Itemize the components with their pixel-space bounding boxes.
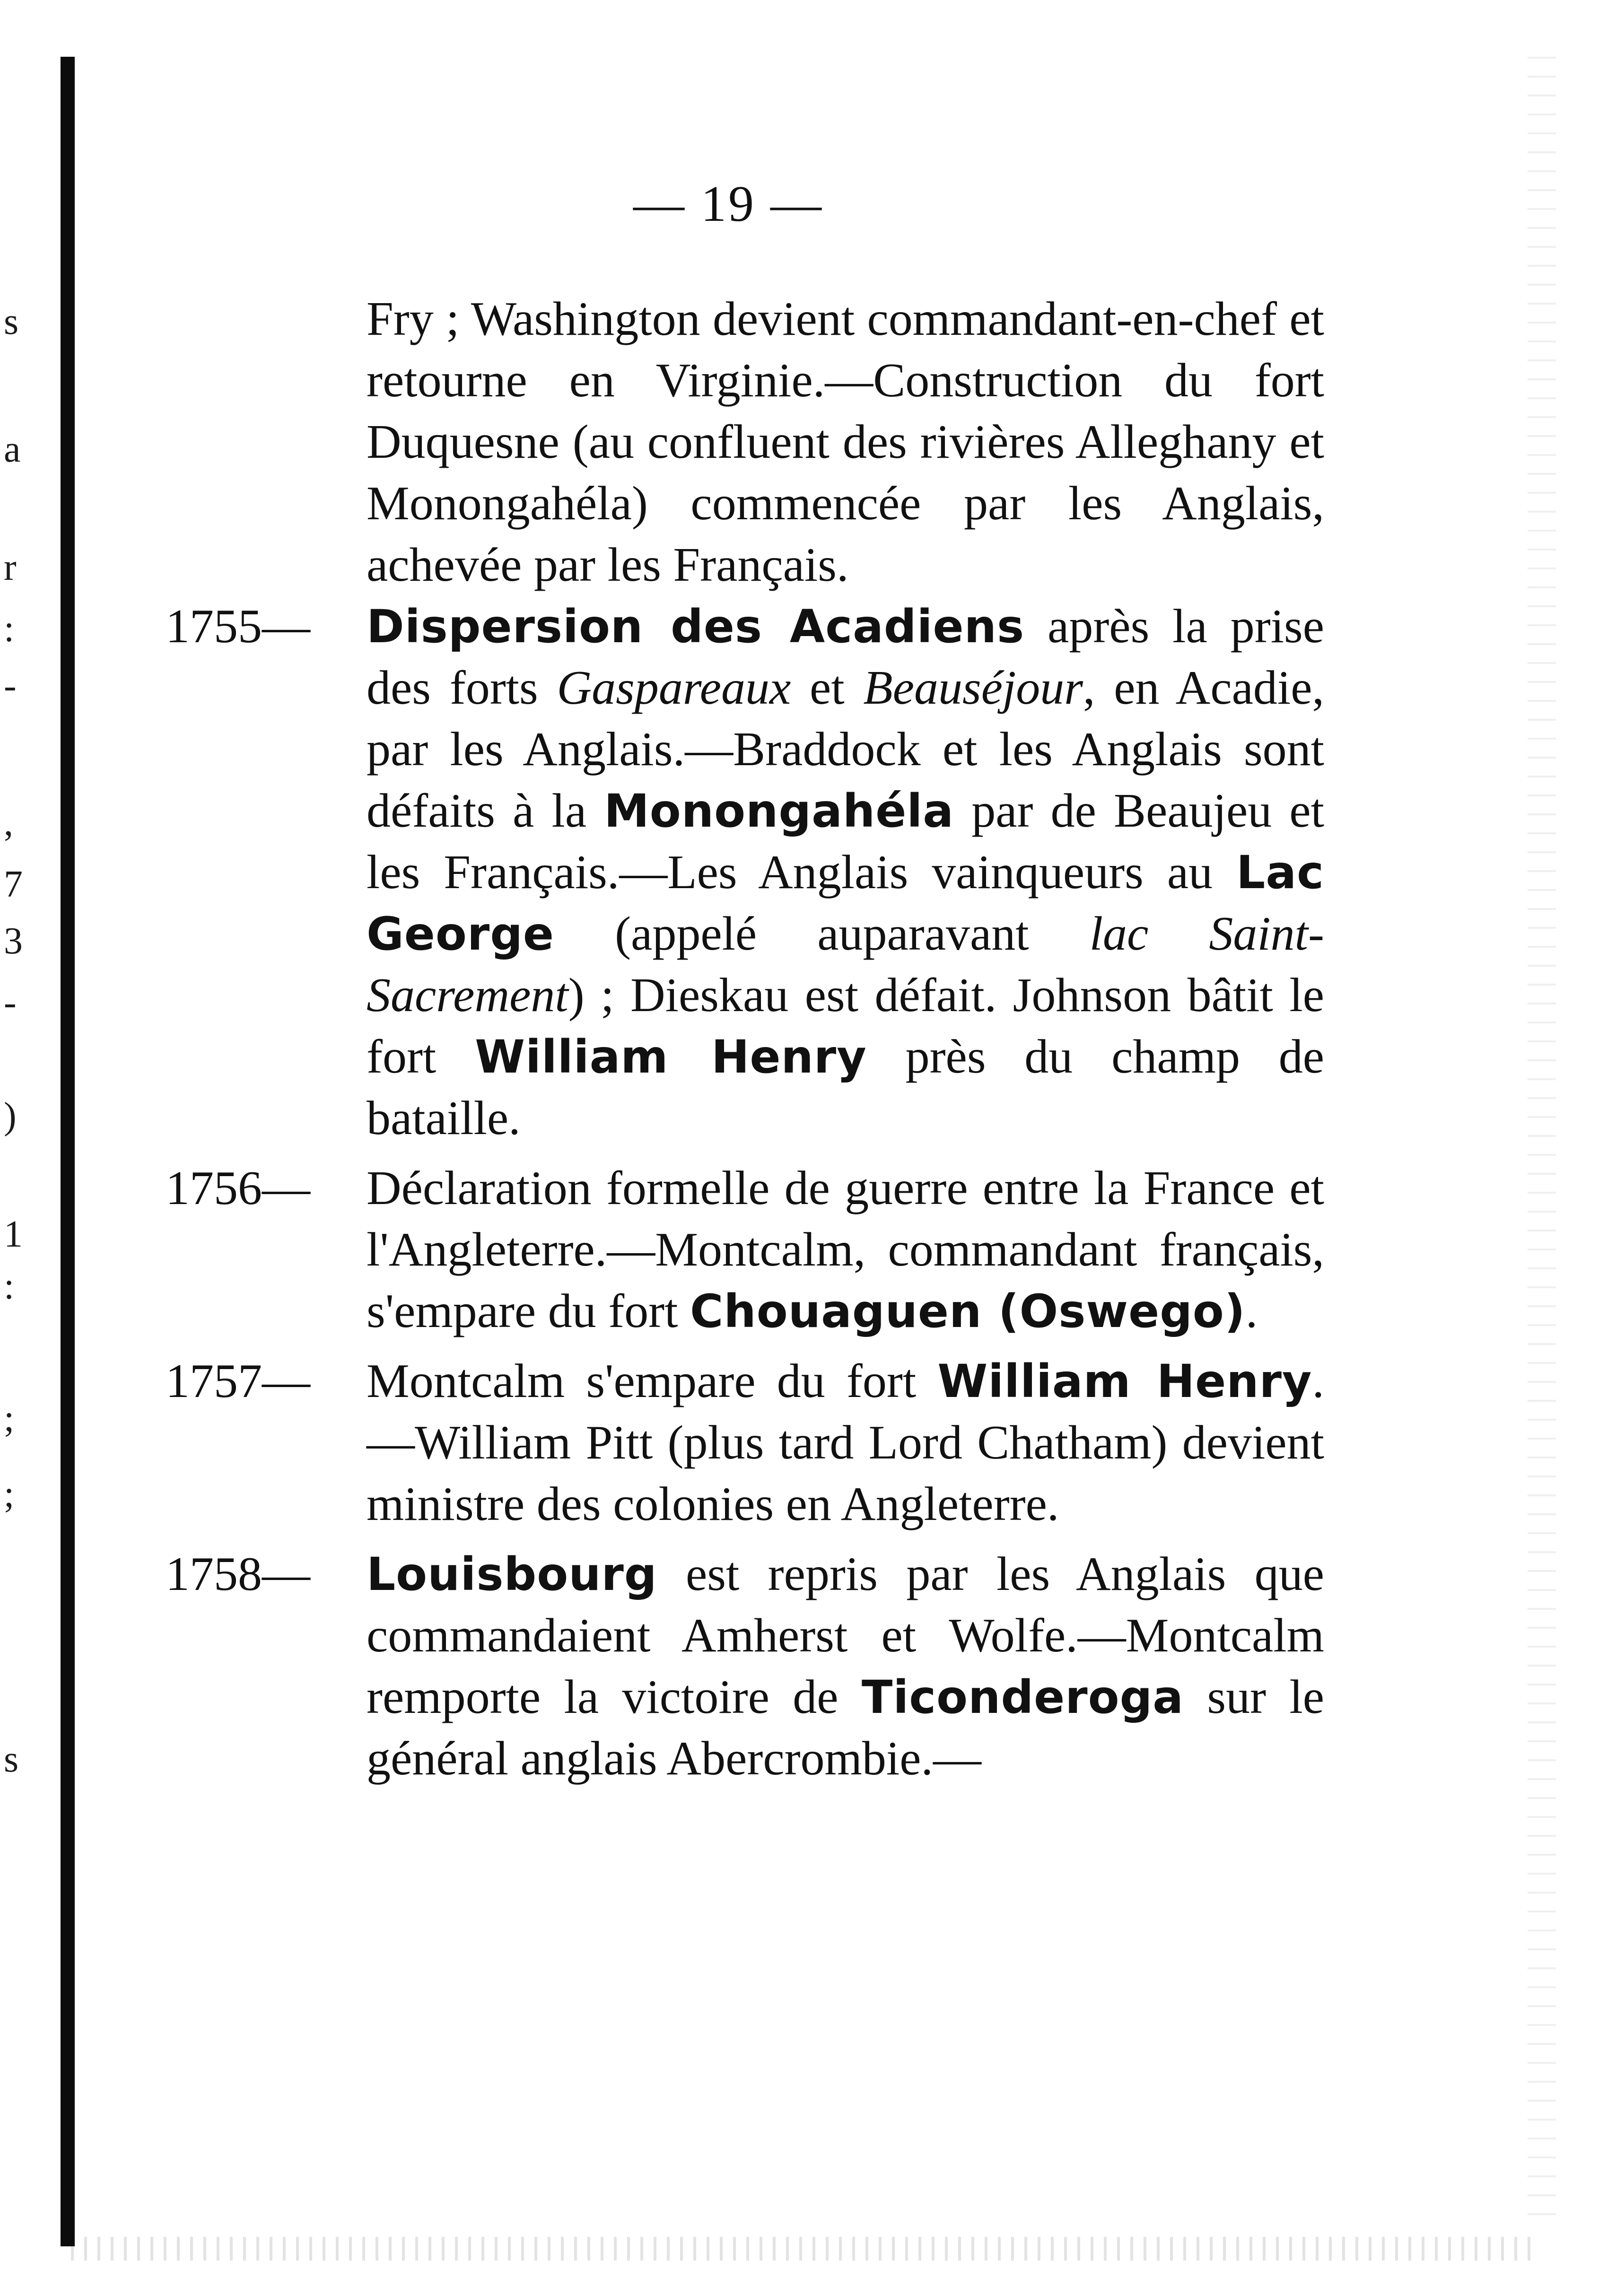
margin-fragment: : <box>4 608 15 650</box>
margin-fragment: ; <box>4 1398 15 1440</box>
entry-year: 1758— <box>166 1547 310 1601</box>
italic-term: Gaspareaux <box>557 661 791 715</box>
entry-text: , en Acadie, par les Anglais.—Braddock et les Anglais sont défaits à la <box>367 661 1324 838</box>
italic-term: lac Saint-Sacrement <box>367 907 1324 1022</box>
scan-noise-bottom <box>71 2237 1537 2261</box>
entry-year: 1756— <box>166 1161 310 1215</box>
chronology-text <box>166 288 1324 1790</box>
entry-year: 1757— <box>166 1354 310 1408</box>
entry-text: est repris par les Anglais que commandaient Amherst et Wolfe.—Montcalm remporte la victoire de <box>367 1547 1324 1724</box>
entry-text: et <box>791 661 864 715</box>
margin-fragment: , <box>4 802 13 844</box>
margin-fragment: - <box>4 982 17 1023</box>
entry-text: . <box>1245 1284 1258 1338</box>
entry-year: 1755— <box>166 600 310 653</box>
intro-paragraph <box>166 288 1324 596</box>
page-number: — 19 — <box>633 176 823 232</box>
entries-list <box>166 596 1324 1790</box>
entry-text: par de Beaujeu et les Français.—Les Anglais vainqueurs au <box>367 784 1324 899</box>
entry-text: (appelé auparavant <box>554 907 1090 960</box>
bold-term: Ticonderoga <box>861 1671 1184 1724</box>
margin-fragment: ; <box>4 1474 15 1515</box>
margin-fragment: : <box>4 1266 15 1307</box>
bold-term: Dispersion des Acadiens <box>367 600 1025 653</box>
binding-edge <box>61 57 75 2246</box>
margin-fragment: s <box>4 301 19 342</box>
bold-term: Monongahéla <box>604 785 954 838</box>
bold-term: William Henry <box>937 1355 1312 1408</box>
margin-fragment: ) <box>4 1095 17 1137</box>
entry-text: ) ; Dieskau est défait. Johnson bâtit le fort <box>367 969 1324 1083</box>
entry-text: Montcalm s'empare du fort <box>367 1354 938 1408</box>
margin-fragment: 3 <box>4 920 23 962</box>
margin-fragment: - <box>4 665 17 707</box>
margin-fragment: 1 <box>4 1213 23 1255</box>
chronology-entry-1756 <box>166 1158 1324 1342</box>
entry-text: après la prise des forts <box>367 600 1324 715</box>
scan-noise-right <box>1528 57 1556 2232</box>
bold-term: Louisbourg <box>367 1548 657 1601</box>
bold-term: William Henry <box>475 1030 867 1083</box>
intro-text: Fry ; Washington devient commandant-en-chef et retourne en Virginie.—Construction du fort Duquesne (au confluent des rivières Alleghany et Monongahéla) commencée par les Anglais, achevée par les Français. <box>367 292 1324 592</box>
bold-term: Chouaguen (Oswego) <box>690 1285 1246 1338</box>
entry-text: Déclaration formelle de guerre entre la France et l'Angleterre.—Montcalm, commandant français, s'empare du fort <box>367 1161 1324 1338</box>
margin-fragment: 7 <box>4 864 23 905</box>
margin-fragment: a <box>4 428 21 470</box>
entry-text: . —William Pitt (plus tard Lord Chatham) devient ministre des colonies en Angleterre. <box>367 1354 1325 1531</box>
bold-term: Lac George <box>367 846 1324 960</box>
chronology-entry-1755 <box>166 596 1324 1149</box>
entry-text: près du champ de bataille. <box>367 1030 1325 1145</box>
entry-text: sur le général anglais Abercrombie.— <box>367 1670 1324 1785</box>
italic-term: Beauséjour <box>863 661 1083 715</box>
margin-fragment: r <box>4 547 17 588</box>
chronology-entry-1757 <box>166 1351 1324 1535</box>
margin-fragment: s <box>4 1738 19 1780</box>
chronology-entry-1758 <box>166 1544 1324 1790</box>
